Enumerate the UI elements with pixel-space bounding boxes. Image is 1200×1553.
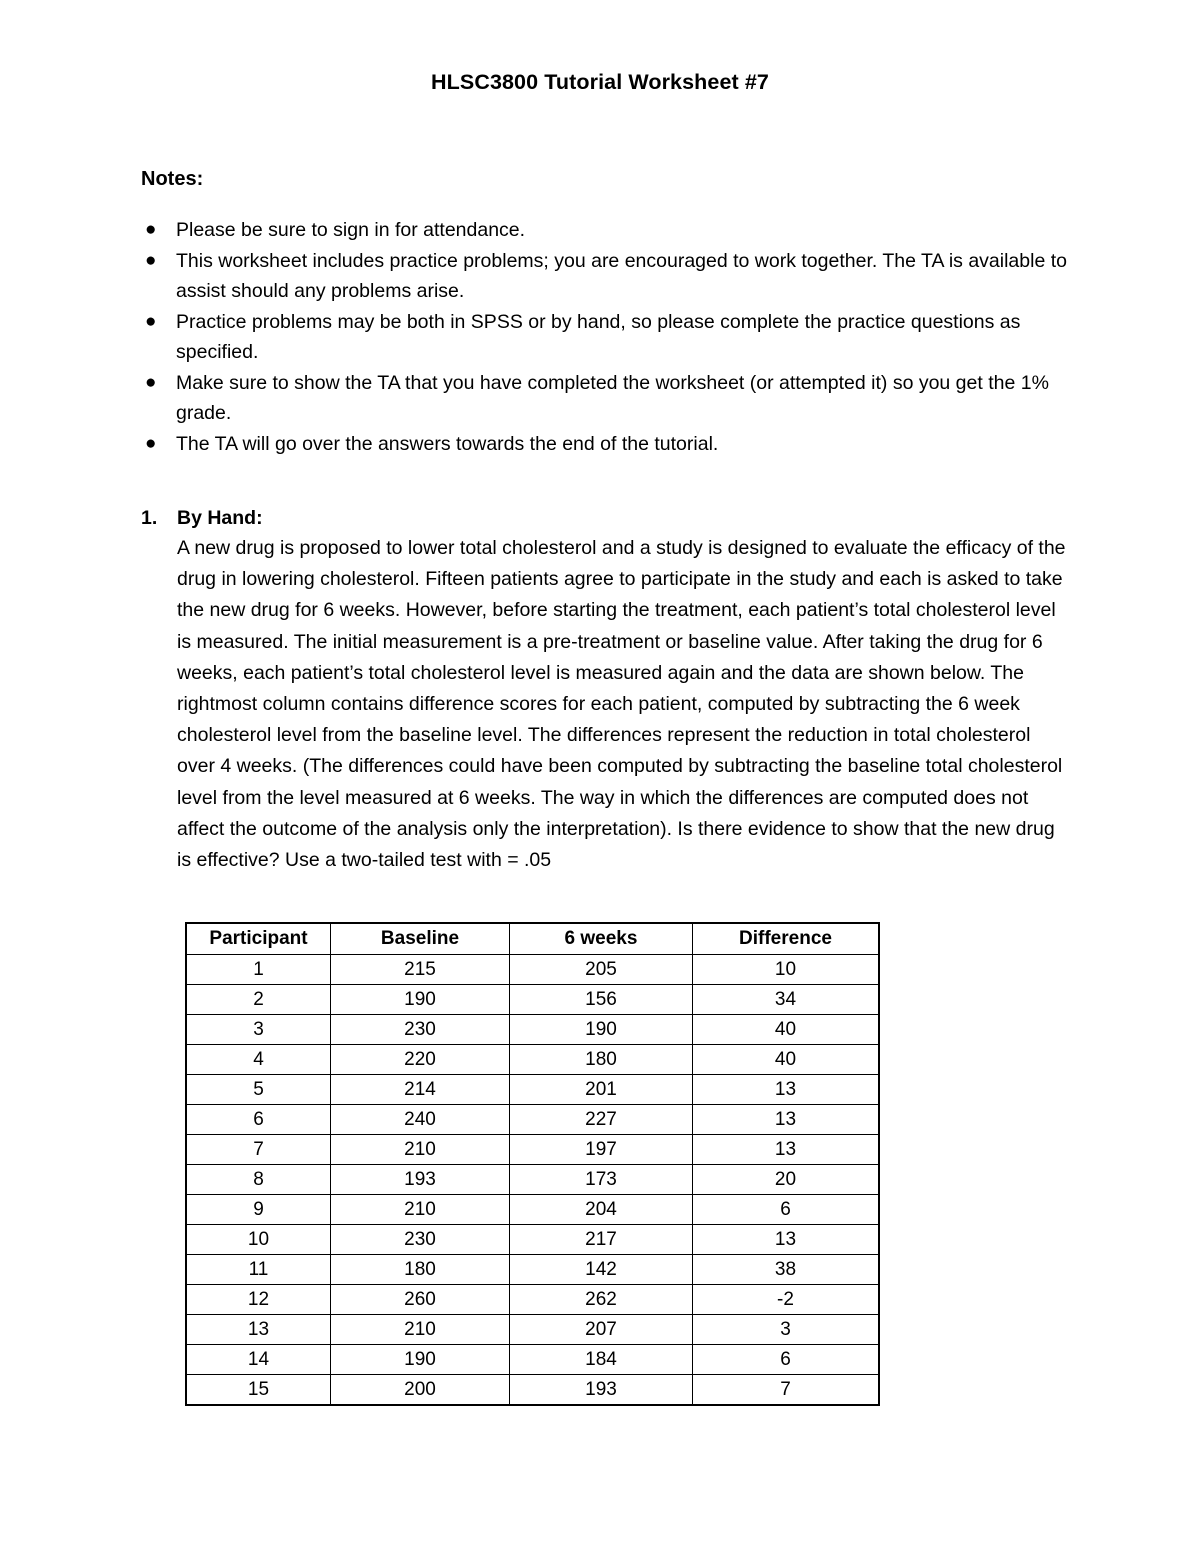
table-row bbox=[186, 1225, 879, 1255]
column-header-6-weeks: 6 weeks bbox=[510, 923, 693, 955]
cell-6-weeks: 217 bbox=[510, 1225, 693, 1255]
cell-difference: 6 bbox=[693, 1345, 880, 1375]
cell-difference: 10 bbox=[693, 955, 880, 985]
cell-participant: 13 bbox=[186, 1315, 331, 1345]
cell-baseline: 180 bbox=[331, 1255, 510, 1285]
cell-participant: 15 bbox=[186, 1375, 331, 1406]
notes-heading: Notes: bbox=[141, 168, 204, 190]
cell-participant: 11 bbox=[186, 1255, 331, 1285]
cell-baseline: 190 bbox=[331, 985, 510, 1015]
cell-difference: 38 bbox=[693, 1255, 880, 1285]
list-item-text: This worksheet includes practice problems; you are encouraged to work together. The TA is available to assist should any problems arise. bbox=[176, 249, 1067, 302]
cell-difference: 13 bbox=[693, 1225, 880, 1255]
list-item-text: Make sure to show the TA that you have completed the worksheet (or attempted it) so you get the 1% grade. bbox=[176, 371, 1049, 424]
cell-baseline: 215 bbox=[331, 955, 510, 985]
cell-6-weeks: 193 bbox=[510, 1375, 693, 1406]
cell-baseline: 260 bbox=[331, 1285, 510, 1315]
cell-participant: 9 bbox=[186, 1195, 331, 1225]
list-item bbox=[141, 429, 1071, 460]
cell-participant: 5 bbox=[186, 1075, 331, 1105]
table-row bbox=[186, 1105, 879, 1135]
bullet-dot-icon: ● bbox=[145, 371, 157, 393]
cholesterol-data-table bbox=[185, 922, 880, 1406]
question-title: By Hand: bbox=[177, 507, 263, 529]
list-item-text: Please be sure to sign in for attendance. bbox=[176, 219, 526, 241]
cell-6-weeks: 262 bbox=[510, 1285, 693, 1315]
table-header-row bbox=[186, 923, 879, 955]
cell-baseline: 230 bbox=[331, 1225, 510, 1255]
cell-participant: 1 bbox=[186, 955, 331, 985]
cell-6-weeks: 184 bbox=[510, 1345, 693, 1375]
notes-bullet-list bbox=[141, 215, 1071, 459]
bullet-dot-icon: ● bbox=[145, 249, 157, 271]
cell-participant: 10 bbox=[186, 1225, 331, 1255]
table-row bbox=[186, 1045, 879, 1075]
list-item-text: The TA will go over the answers towards the end of the tutorial. bbox=[176, 432, 719, 455]
table-row bbox=[186, 1315, 879, 1345]
bullet-dot-icon: ● bbox=[145, 310, 157, 332]
table-row bbox=[186, 985, 879, 1015]
list-item bbox=[141, 215, 1071, 246]
cell-baseline: 193 bbox=[331, 1165, 510, 1195]
cell-participant: 7 bbox=[186, 1135, 331, 1165]
cell-participant: 4 bbox=[186, 1045, 331, 1075]
cell-baseline: 210 bbox=[331, 1315, 510, 1345]
cell-difference: 13 bbox=[693, 1075, 880, 1105]
cell-participant: 3 bbox=[186, 1015, 331, 1045]
cell-difference: 34 bbox=[693, 985, 880, 1015]
cell-difference: 3 bbox=[693, 1315, 880, 1345]
cell-participant: 12 bbox=[186, 1285, 331, 1315]
cell-6-weeks: 201 bbox=[510, 1075, 693, 1105]
table-row bbox=[186, 1075, 879, 1105]
cell-difference: 13 bbox=[693, 1135, 880, 1165]
question-body-text: A new drug is proposed to lower total cholesterol and a study is designed to evaluate the efficacy of the drug in lowering cholesterol. Fifteen patients agree to participate in the study and each is asked to take the new drug for 6 weeks. However, before starting the treatment, each patient’s total cholesterol level is measured. The initial measurement is a pre-treatment or baseline value. After taking the drug for 6 weeks, each patient’s total cholesterol level is measured again and the data are shown below. The rightmost column contains difference scores for each patient, computed by subtracting the 6 week cholesterol level from the baseline level. The differences represent the reduction in total cholesterol over 4 weeks. (The differences could have been computed by subtracting the baseline total cholesterol level from the level measured at 6 weeks. The way in which the differences are computed does not affect the outcome of the analysis only the interpretation). Is there evidence to show that the new drug is effective? Use a two-tailed test with = .05 bbox=[177, 537, 1066, 872]
cell-baseline: 214 bbox=[331, 1075, 510, 1105]
cell-baseline: 240 bbox=[331, 1105, 510, 1135]
cell-difference: -2 bbox=[693, 1285, 880, 1315]
table-row bbox=[186, 1345, 879, 1375]
table-row bbox=[186, 1255, 879, 1285]
cell-baseline: 220 bbox=[331, 1045, 510, 1075]
cell-participant: 2 bbox=[186, 985, 331, 1015]
column-header-baseline: Baseline bbox=[331, 923, 510, 955]
cell-6-weeks: 227 bbox=[510, 1105, 693, 1135]
cell-participant: 14 bbox=[186, 1345, 331, 1375]
column-header-participant: Participant bbox=[186, 923, 331, 955]
cell-difference: 20 bbox=[693, 1165, 880, 1195]
list-item bbox=[141, 246, 1071, 307]
table-row bbox=[186, 955, 879, 985]
cell-baseline: 200 bbox=[331, 1375, 510, 1406]
table-row bbox=[186, 1195, 879, 1225]
cell-difference: 6 bbox=[693, 1195, 880, 1225]
list-item-text: Practice problems may be both in SPSS or by hand, so please complete the practice questions as specified. bbox=[176, 310, 1021, 363]
question-1-block bbox=[141, 503, 1071, 876]
table-row bbox=[186, 1375, 879, 1406]
bullet-dot-icon: ● bbox=[145, 432, 157, 454]
list-item bbox=[141, 368, 1071, 429]
cell-6-weeks: 180 bbox=[510, 1045, 693, 1075]
cell-baseline: 210 bbox=[331, 1195, 510, 1225]
cell-difference: 7 bbox=[693, 1375, 880, 1406]
cell-baseline: 230 bbox=[331, 1015, 510, 1045]
cell-6-weeks: 190 bbox=[510, 1015, 693, 1045]
cell-difference: 40 bbox=[693, 1015, 880, 1045]
cell-6-weeks: 207 bbox=[510, 1315, 693, 1345]
cell-6-weeks: 197 bbox=[510, 1135, 693, 1165]
cell-difference: 13 bbox=[693, 1105, 880, 1135]
cell-6-weeks: 142 bbox=[510, 1255, 693, 1285]
page-title: HLSC3800 Tutorial Worksheet #7 bbox=[431, 70, 769, 94]
cell-6-weeks: 156 bbox=[510, 985, 693, 1015]
question-number: 1. bbox=[141, 507, 158, 529]
cell-participant: 6 bbox=[186, 1105, 331, 1135]
bullet-dot-icon: ● bbox=[145, 219, 157, 240]
cell-6-weeks: 173 bbox=[510, 1165, 693, 1195]
list-item bbox=[141, 307, 1071, 368]
cell-baseline: 210 bbox=[331, 1135, 510, 1165]
column-header-difference: Difference bbox=[693, 923, 880, 955]
cell-difference: 40 bbox=[693, 1045, 880, 1075]
cell-6-weeks: 205 bbox=[510, 955, 693, 985]
cell-baseline: 190 bbox=[331, 1345, 510, 1375]
table-row bbox=[186, 1165, 879, 1195]
table-row bbox=[186, 1135, 879, 1165]
table-row bbox=[186, 1015, 879, 1045]
cell-participant: 8 bbox=[186, 1165, 331, 1195]
cell-6-weeks: 204 bbox=[510, 1195, 693, 1225]
table-row bbox=[186, 1285, 879, 1315]
